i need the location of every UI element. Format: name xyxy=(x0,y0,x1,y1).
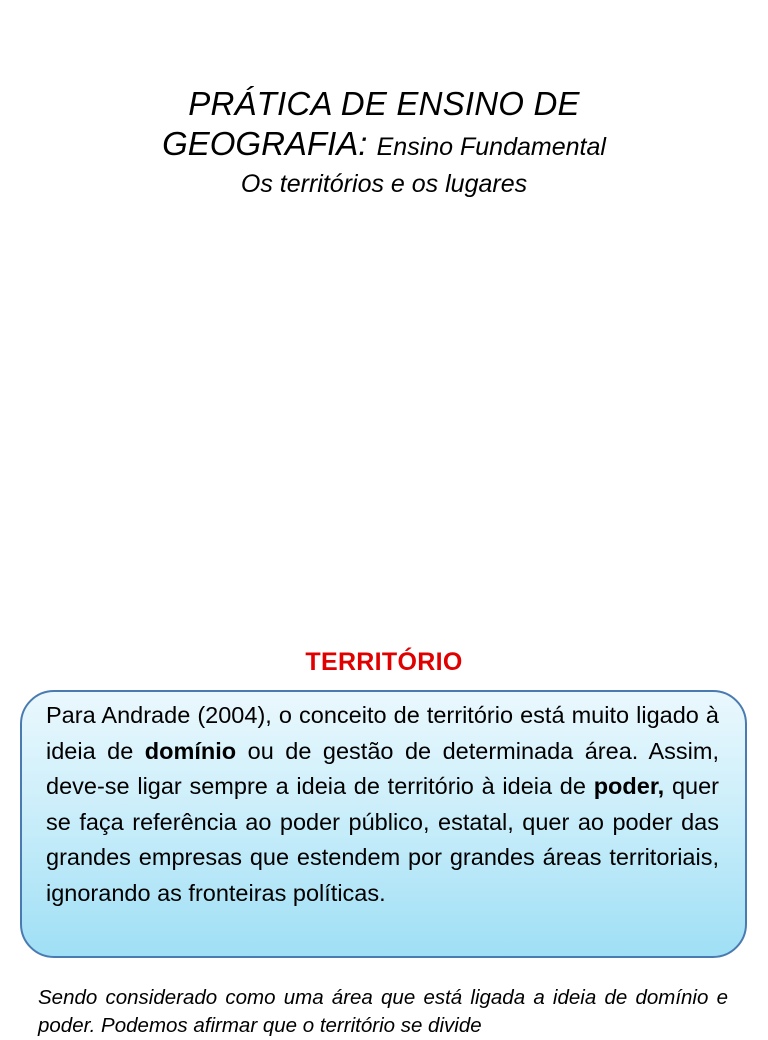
title-line-1: PRÁTICA DE ENSINO DE xyxy=(188,85,580,122)
title-line-2-subtitle: Ensino Fundamental xyxy=(376,133,606,162)
quote-part-3: quer se faça referência ao poder público, estatal, quer ao poder das grandes empresas que estendem por grandes áreas territoriais, ignorando as fronteiras políticas. xyxy=(46,773,719,906)
quote-part-2: ou de gestão de determinada área. Assim, deve-se ligar sempre a ideia de território à ideia de xyxy=(46,737,719,799)
title-line-2 xyxy=(0,124,768,164)
slide-title xyxy=(0,84,768,199)
title-line-3: Os territórios e os lugares xyxy=(240,169,528,198)
quote-box xyxy=(20,690,747,958)
quote-bold-poder: poder, xyxy=(593,773,665,799)
title-line-2-main: GEOGRAFIA: xyxy=(162,125,368,163)
quote-part-1: Para Andrade (2004), o conceito de território está muito ligado à ideia de xyxy=(46,702,719,764)
footer-text: Sendo considerado como uma área que está ligada a ideia de domínio e poder. Podemos afirmar que o território se divide xyxy=(38,986,728,1037)
quote-text xyxy=(46,698,719,911)
section-heading: TERRITÓRIO xyxy=(305,648,463,676)
quote-bold-dominio: domínio xyxy=(144,737,237,764)
